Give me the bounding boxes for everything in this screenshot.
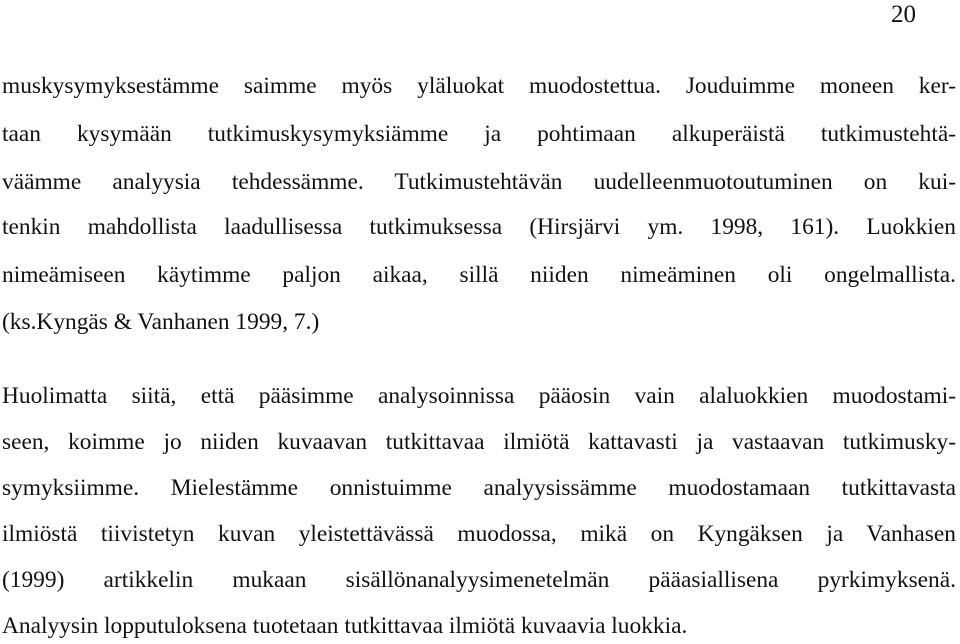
paragraph-line: nimeämiseen käytimme paljon aikaa, sillä niiden nimeäminen oli ongelmallista. xyxy=(2,262,956,288)
paragraph-line: tenkin mahdollista laadullisessa tutkimuksessa (Hirsjärvi ym. 1998, 161). Luokkien xyxy=(2,214,956,240)
paragraph-line: (1999) artikkelin mukaan sisällönanalyysimenetelmän pääasiallisena pyrkimyksenä. xyxy=(2,567,956,593)
paragraph-line: seen, koimme jo niiden kuvaavan tutkittavaa ilmiötä kattavasti ja vastaavan tutkimusky- xyxy=(2,429,956,455)
paragraph-line: symyksiimme. Mielestämme onnistuimme analyysissämme muodostamaan tutkittavasta xyxy=(2,475,956,501)
paragraph-line: muskysymyksestämme saimme myös yläluokat muodostettua. Jouduimme moneen ker- xyxy=(2,73,956,99)
paragraph-line: (ks.Kyngäs & Vanhanen 1999, 7.) xyxy=(2,309,320,335)
page-number: 20 xyxy=(891,1,916,28)
paragraph-line: väämme analyysia tehdessämme. Tutkimustehtävän uudelleenmuotoutuminen on kui- xyxy=(2,169,956,195)
paragraph-line: taan kysymään tutkimuskysymyksiämme ja pohtimaan alkuperäistä tutkimustehtä- xyxy=(2,121,956,147)
paragraph-line: Analyysin lopputuloksena tuotetaan tutkittavaa ilmiötä kuvaavia luokkia. xyxy=(2,613,688,639)
paragraph-line: Huolimatta siitä, että pääsimme analysoinnissa pääosin vain alaluokkien muodostami- xyxy=(2,383,956,409)
paragraph-line: ilmiöstä tiivistetyn kuvan yleistettävässä muodossa, mikä on Kyngäksen ja Vanhasen xyxy=(2,521,956,547)
